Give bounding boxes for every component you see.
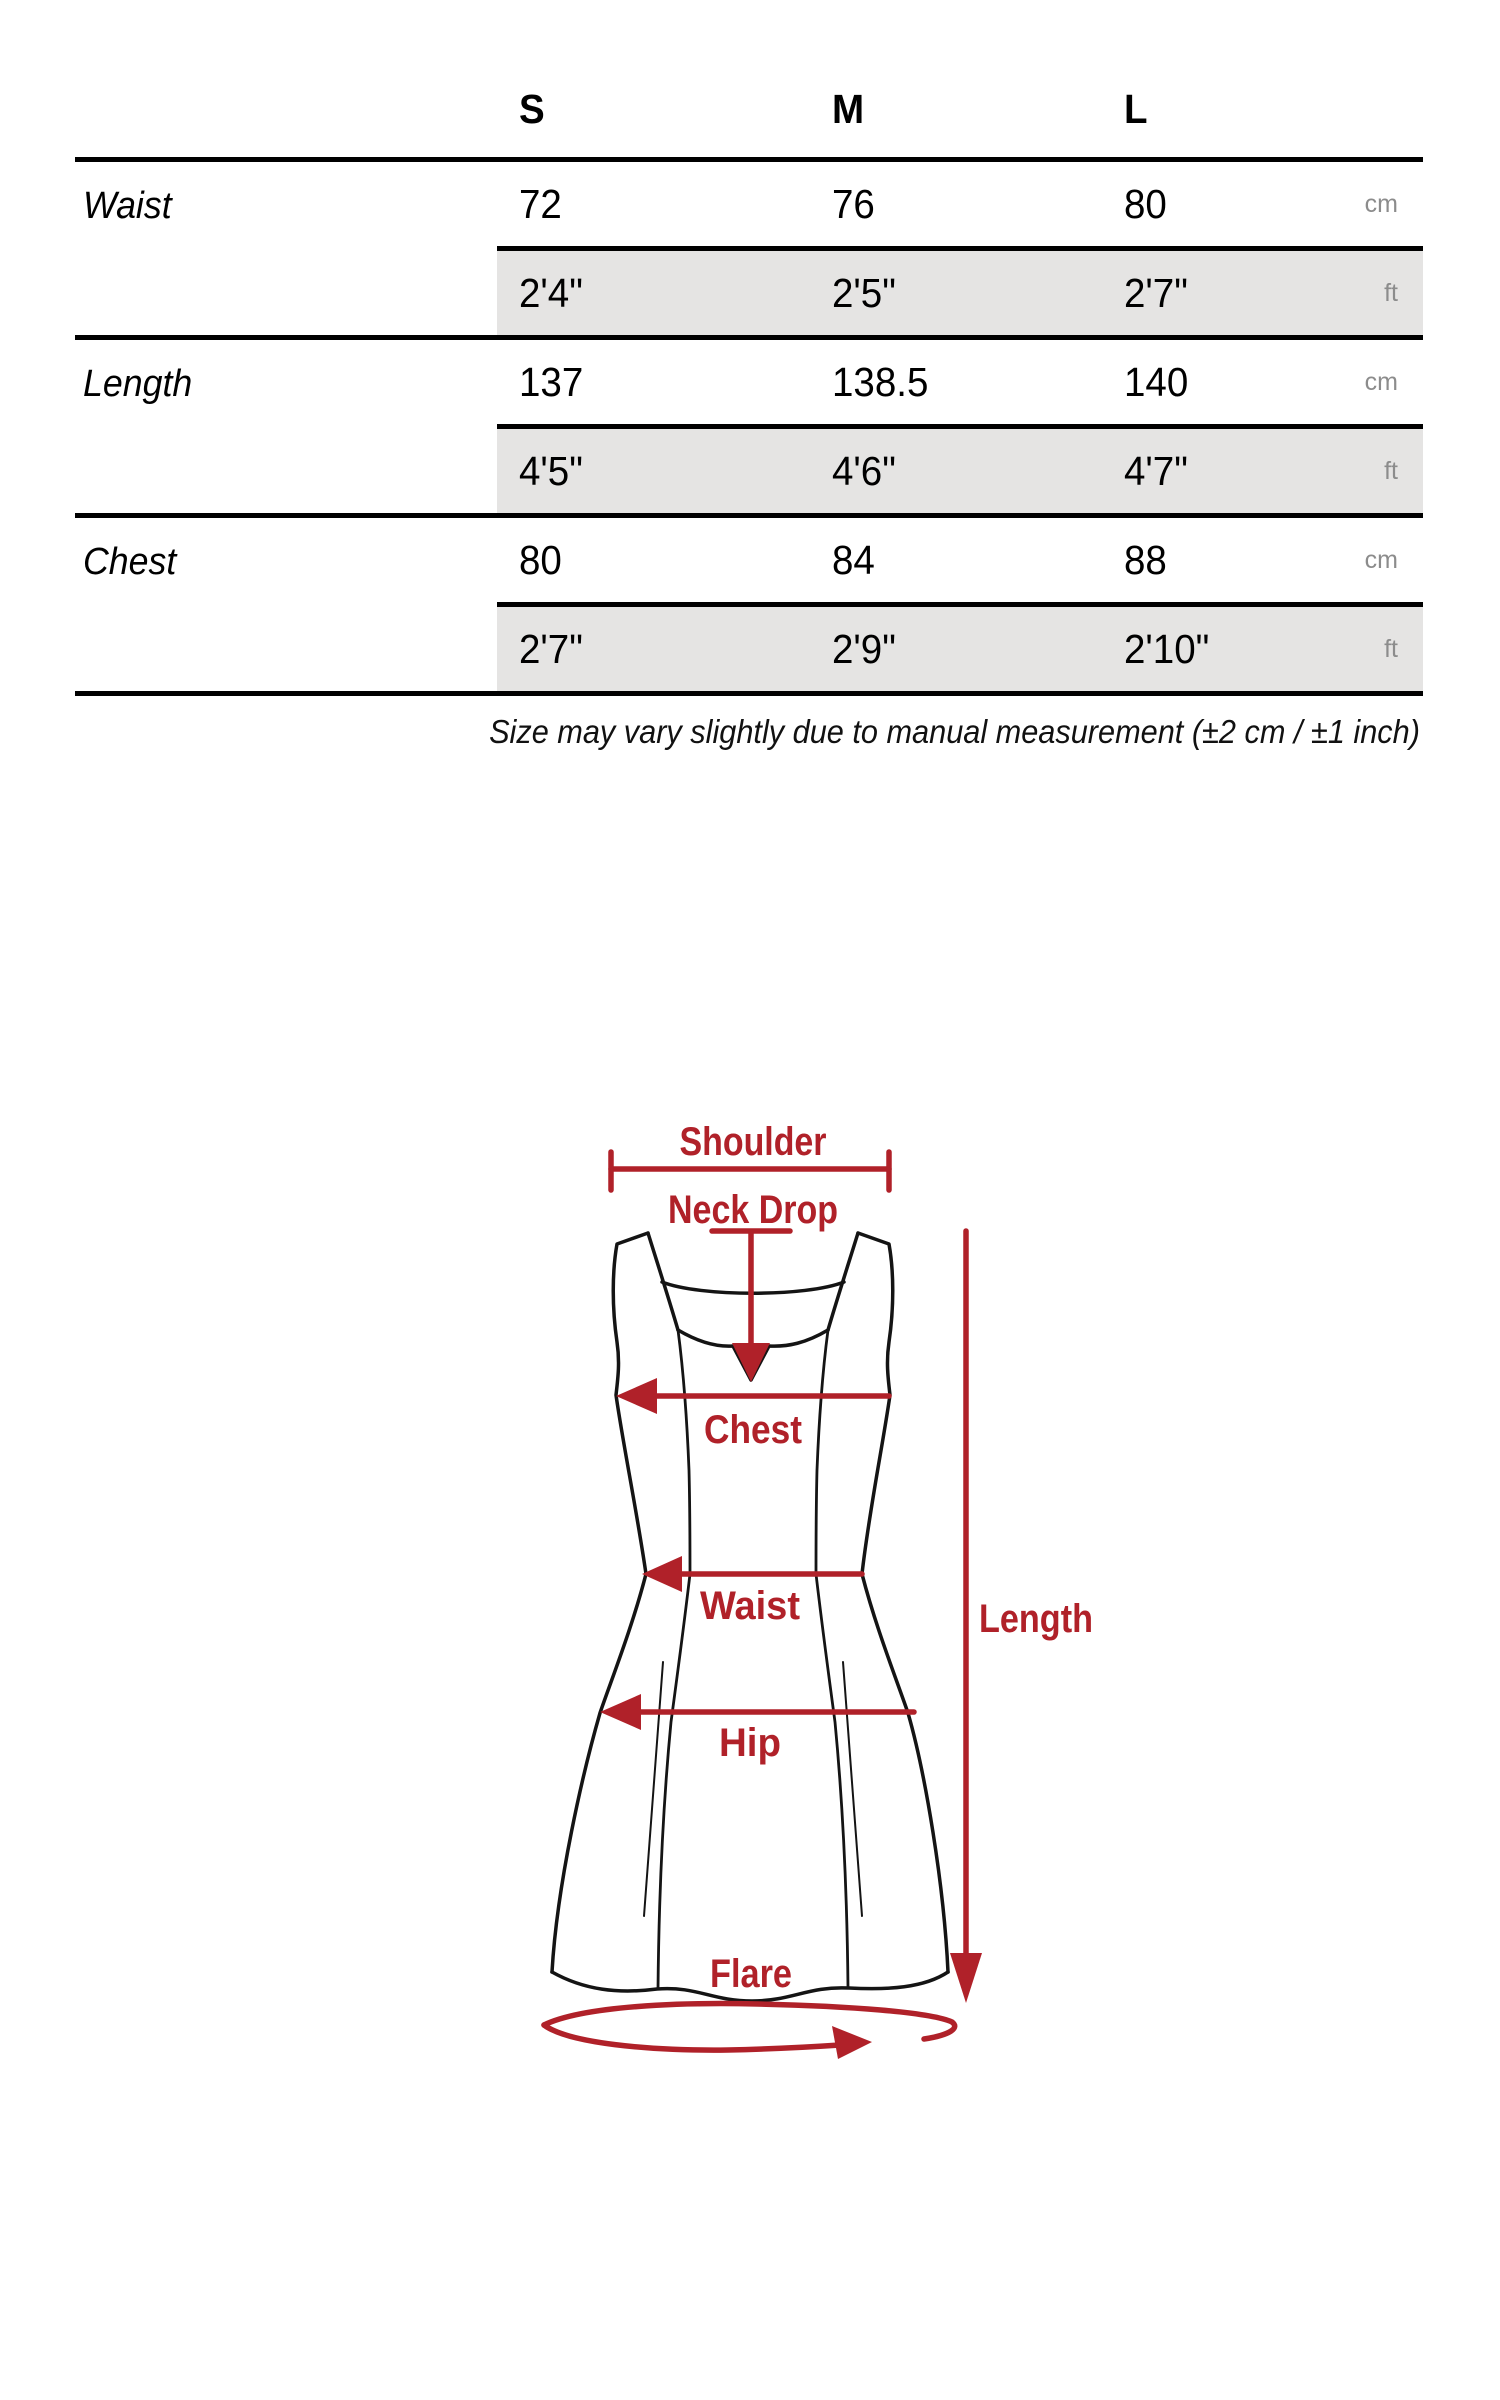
chest-measure xyxy=(616,1378,889,1452)
waist-arrowhead-icon xyxy=(642,1556,682,1592)
waist-label: Waist xyxy=(700,1584,800,1628)
left-skirt-seam xyxy=(658,1574,690,1989)
column-header-l: L xyxy=(1102,0,1320,162)
waist-ft-l: 2'7" xyxy=(1102,251,1320,340)
length-measure xyxy=(950,1231,1093,2003)
row-label-length: Length xyxy=(83,363,193,405)
waist-ft-m: 2'5" xyxy=(810,251,1102,340)
waist-ft-spacer xyxy=(75,251,497,340)
length-cm-unit: cm xyxy=(1320,340,1423,429)
dress-measurement-diagram xyxy=(0,1080,1500,2140)
waist-ft-s: 2'4" xyxy=(497,251,810,340)
column-header-s: S xyxy=(497,0,810,162)
length-ft-s: 4'5" xyxy=(497,429,810,518)
waist-cm-m: 76 xyxy=(810,162,1102,251)
dress-left-edge xyxy=(552,1233,648,1972)
length-label: Length xyxy=(979,1597,1093,1641)
size-chart-table xyxy=(75,0,1423,696)
waist-measure xyxy=(642,1556,862,1628)
hip-label: Hip xyxy=(719,1721,781,1765)
length-ft-spacer xyxy=(75,429,497,518)
dress-right-edge xyxy=(858,1233,948,1972)
chest-ft-spacer xyxy=(75,607,497,696)
length-ft-unit: ft xyxy=(1320,429,1423,518)
column-header-m: M xyxy=(810,0,1102,162)
neck-drop-label: Neck Drop xyxy=(668,1188,838,1232)
header-unit-cell xyxy=(1320,0,1423,162)
chest-cm-l: 88 xyxy=(1102,518,1320,607)
chest-cm-m: 84 xyxy=(810,518,1102,607)
chest-label: Chest xyxy=(704,1408,802,1452)
header-corner-cell xyxy=(75,0,497,162)
hip-measure xyxy=(600,1694,914,1765)
flare-label: Flare xyxy=(710,1952,792,1996)
neck-drop-measure xyxy=(668,1188,838,1382)
length-ft-l: 4'7" xyxy=(1102,429,1320,518)
row-label-chest: Chest xyxy=(83,541,177,583)
waist-cm-s: 72 xyxy=(497,162,810,251)
waist-ft-unit: ft xyxy=(1320,251,1423,340)
waist-cm-l: 80 xyxy=(1102,162,1320,251)
chest-arrowhead-icon xyxy=(616,1378,657,1414)
chest-cm-unit: cm xyxy=(1320,518,1423,607)
length-cm-s: 137 xyxy=(497,340,810,429)
left-bodice-seam xyxy=(678,1330,690,1574)
measurement-tolerance-note: Size may vary slightly due to manual measurement (±2 cm / ±1 inch) xyxy=(489,713,1420,750)
chest-cm-s: 80 xyxy=(497,518,810,607)
shoulder-measure xyxy=(611,1120,889,1190)
chest-ft-l: 2'10" xyxy=(1102,607,1320,696)
right-bodice-seam xyxy=(816,1330,828,1574)
shoulder-label: Shoulder xyxy=(679,1120,827,1164)
chest-ft-s: 2'7" xyxy=(497,607,810,696)
flare-measure xyxy=(544,1952,955,2059)
length-arrowhead-icon xyxy=(950,1953,982,2003)
row-label-waist: Waist xyxy=(83,185,172,227)
flare-ellipse-bottom-arc xyxy=(544,2025,840,2050)
chest-ft-m: 2'9" xyxy=(810,607,1102,696)
length-cm-m: 138.5 xyxy=(810,340,1102,429)
length-ft-m: 4'6" xyxy=(810,429,1102,518)
neck-drop-arrowhead-icon xyxy=(732,1343,770,1382)
length-cm-l: 140 xyxy=(1102,340,1320,429)
flare-ellipse-top-arc xyxy=(544,2004,955,2039)
right-skirt-seam xyxy=(816,1574,848,1988)
flare-arrowhead-icon xyxy=(832,2026,872,2059)
waist-cm-unit: cm xyxy=(1320,162,1423,251)
chest-ft-unit: ft xyxy=(1320,607,1423,696)
